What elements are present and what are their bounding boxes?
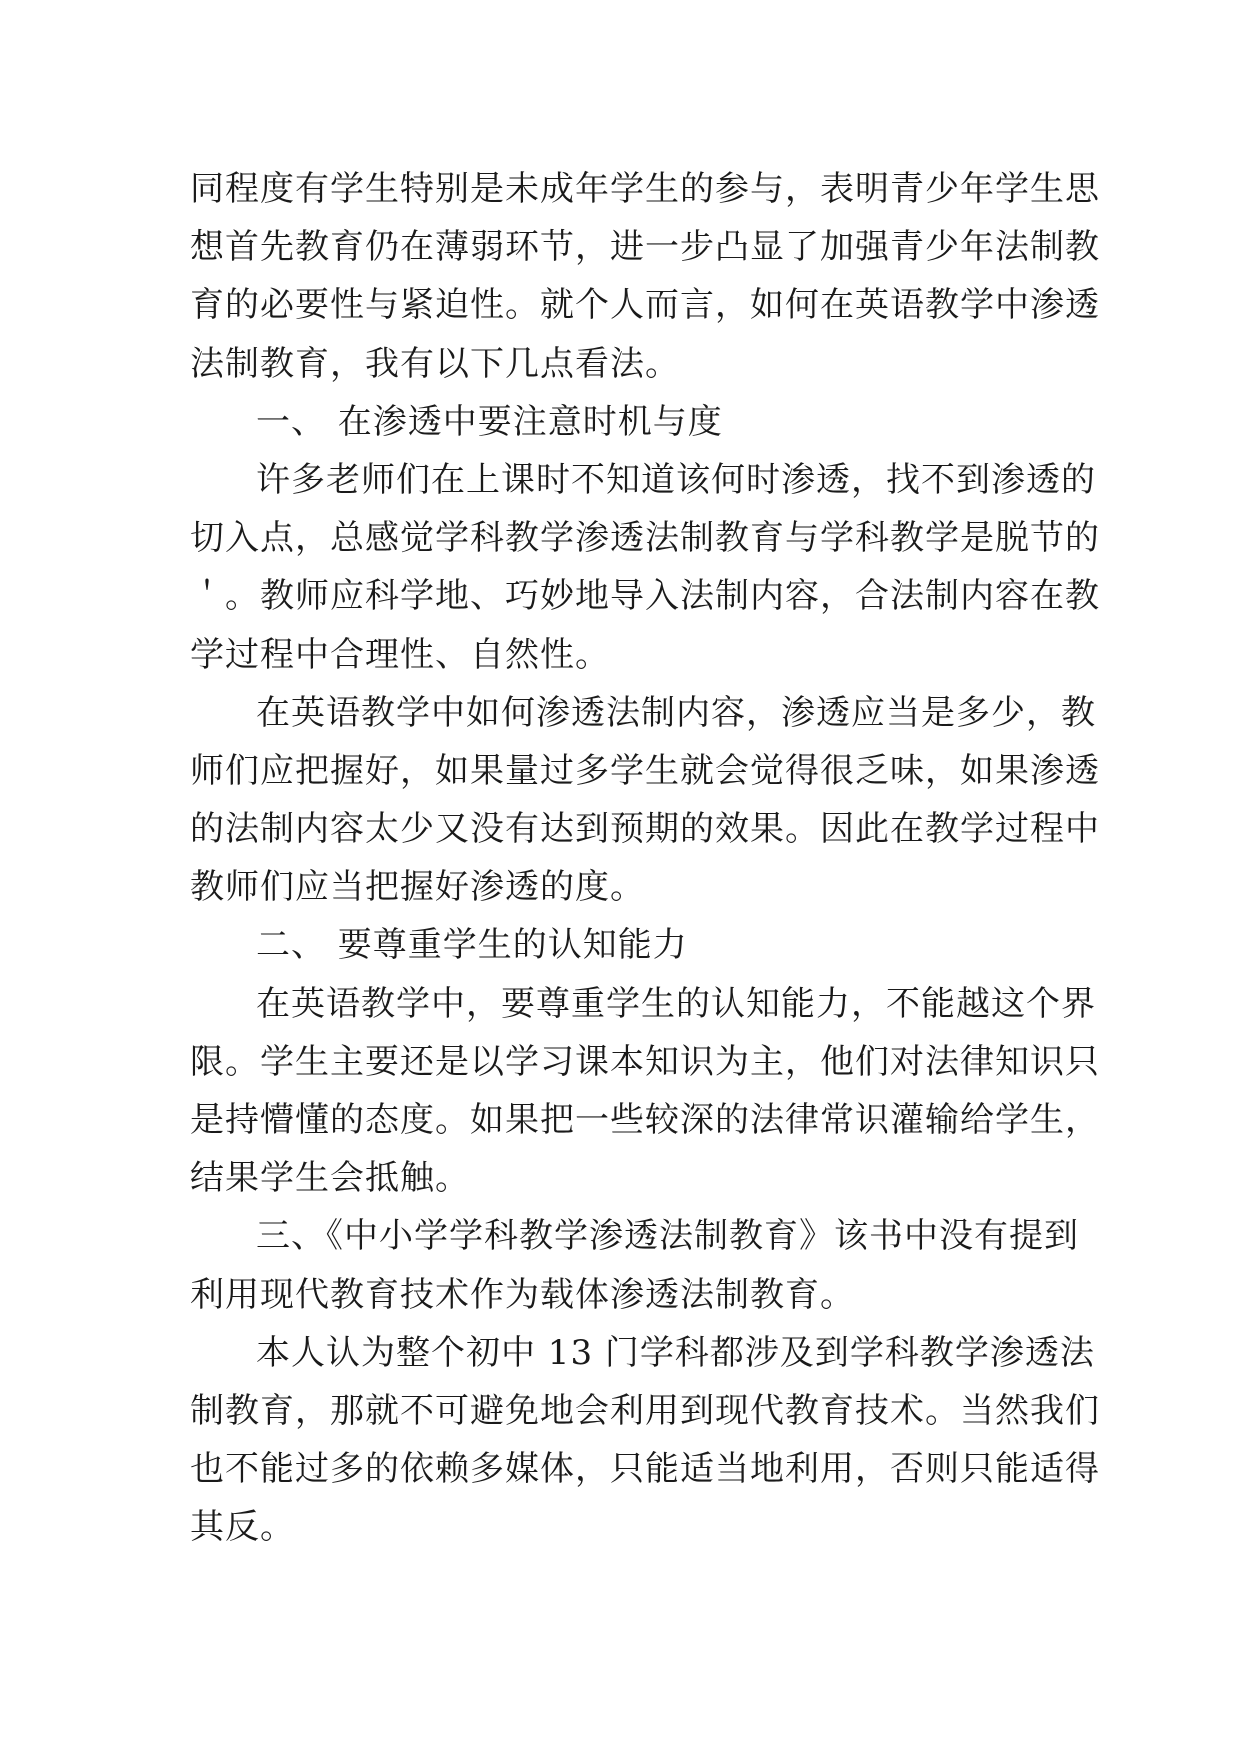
text-line: 切入点，总感觉学科教学渗透法制教育与学科教学是脱节的 xyxy=(190,518,1100,559)
text-line: 同程度有学生特别是未成年学生的参与，表明青少年学生思 xyxy=(190,169,1100,209)
text-line: 育的必要性与紧迫性。就个人而言，如何在英语教学中渗透 xyxy=(190,285,1100,326)
section-heading-3: 三、《中小学学科教学渗透法制教育》该书中没有提到 xyxy=(256,1216,1079,1257)
text-line: 在英语教学中，要尊重学生的认知能力，不能越这个界 xyxy=(256,983,1096,1024)
text-line: 的法制内容太少又没有达到预期的效果。因此在教学过程中 xyxy=(190,809,1100,850)
text-line: 许多老师们在上课时不知道该何时渗透，找不到渗透的 xyxy=(256,459,1096,500)
text-line: 教师们应当把握好渗透的度。 xyxy=(190,867,645,908)
text-line: 师们应把握好，如果量过多学生就会觉得很乏味，如果渗透 xyxy=(190,750,1100,791)
text-line: 结果学生会抵触。 xyxy=(190,1158,470,1199)
text-line: 在英语教学中如何渗透法制内容，渗透应当是多少，教 xyxy=(256,692,1096,733)
text-line: 限。学生主要还是以学习课本知识为主，他们对法律知识只 xyxy=(190,1041,1100,1082)
text-line: 想首先教育仍在薄弱环节，进一步凸显了加强青少年法制教 xyxy=(190,227,1100,268)
text-line: 利用现代教育技术作为载体渗透法制教育。 xyxy=(190,1274,855,1315)
text-line: 制教育，那就不可避免地会利用到现代教育技术。当然我们 xyxy=(190,1390,1100,1431)
text-line: 法制教育，我有以下几点看法。 xyxy=(190,343,680,384)
text-line: 是持懵懂的态度。如果把一些较深的法律常识灌输给学生， xyxy=(190,1100,1100,1140)
text-line: ＇。教师应科学地、巧妙地导入法制内容，合法制内容在教 xyxy=(190,576,1100,617)
section-heading-1: 一、 在渗透中要注意时机与度 xyxy=(256,401,723,442)
text-line: 其反。 xyxy=(190,1507,295,1548)
section-heading-2: 二、 要尊重学生的认知能力 xyxy=(256,925,688,966)
document-body xyxy=(190,160,1100,1557)
text-line: 学过程中合理性、自然性。 xyxy=(190,634,610,675)
text-line: 本人认为整个初中 13 门学科都涉及到学科教学渗透法 xyxy=(256,1332,1095,1373)
text-line: 也不能过多的依赖多媒体，只能适当地利用，否则只能适得 xyxy=(190,1449,1100,1490)
